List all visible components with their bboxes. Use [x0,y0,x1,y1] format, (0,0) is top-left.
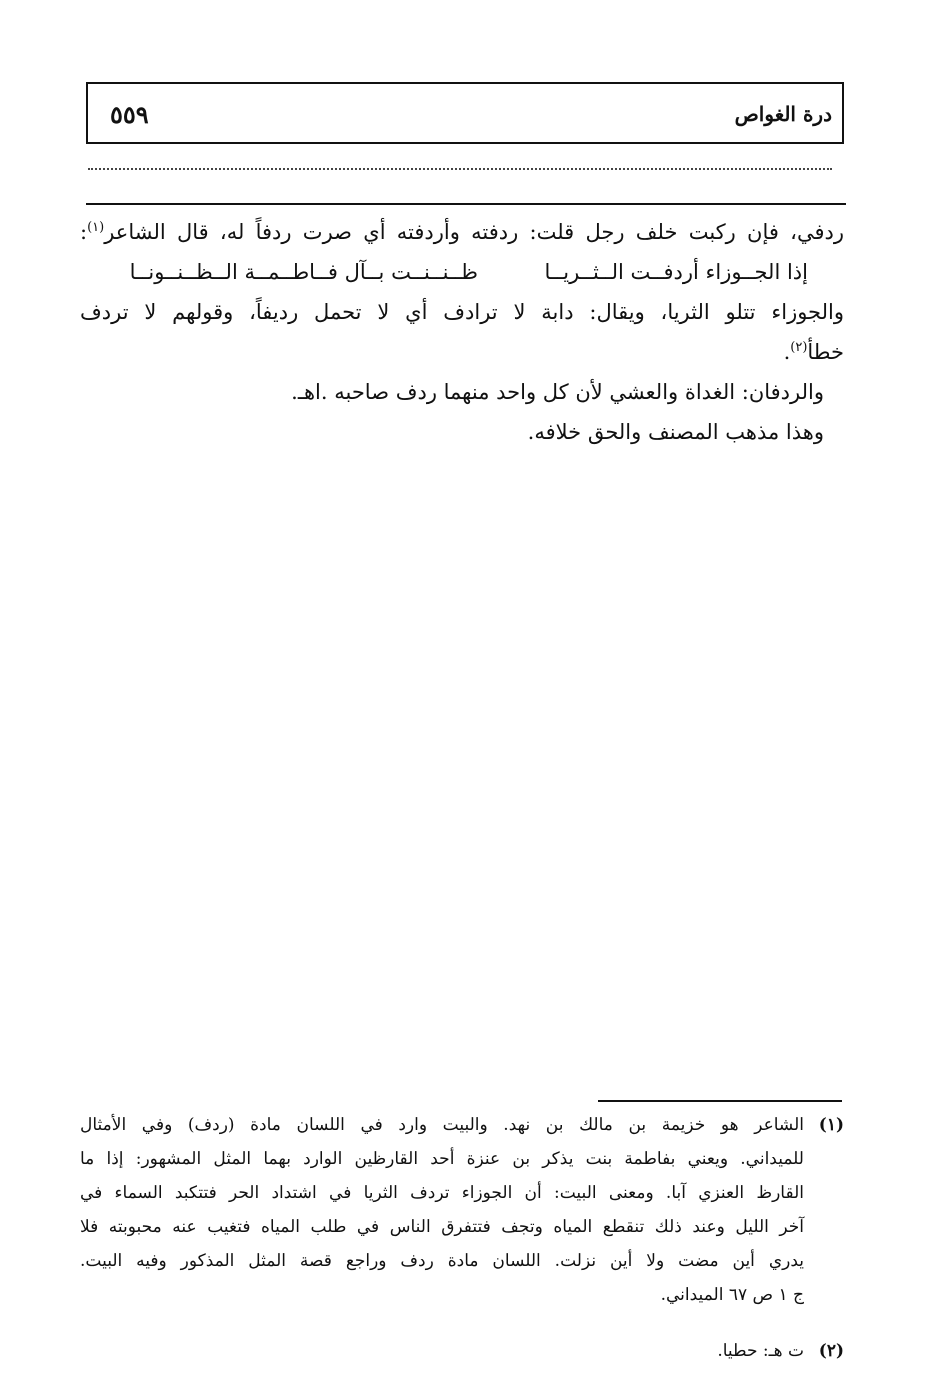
text-line [80,412,844,452]
footnote-body [80,1334,804,1368]
line-text: ردفي، فإن ركبت خلف رجل قلت: ردفته وأردفته أي صرت ردفاً له، قال الشاعر [104,220,844,244]
line-punct: . [783,340,791,364]
running-header [86,82,844,144]
poem-verse [80,252,844,292]
header-divider [86,203,846,205]
footnote-ref[interactable]: (١) [87,220,105,235]
footnotes [80,1108,844,1368]
footnote-line: آخر الليل وعند ذلك تنقطع المياه وتجف فتتفرق الناس في طلب المياه فتغيب عنه محبوبته فلا [80,1217,804,1237]
footnote-line: ت هـ: حطيا. [717,1341,804,1361]
footnote-ref[interactable]: (٢) [790,340,808,355]
footnote-line: للميداني. ويعني بفاطمة بنت يذكر بن عنزة أحد القارظين الوارد بهما المثل المشهور: إذا ما [80,1149,804,1169]
verse-first-hemistich: إذا الجــوزاء أردفــت الــثــريــا [544,260,808,284]
footnote-divider [598,1100,842,1102]
verse-second-hemistich: ظــنــنــت بــآل فــاطــمــة الــظــنــونــا [129,260,478,284]
footnote-2 [80,1334,844,1368]
footnote-line: ج ١ ص ٦٧ الميداني. [660,1285,804,1305]
line-text: والجوزاء تتلو الثريا، ويقال: دابة لا ترادف أي لا تحمل رديفاً، وقولهم لا تردف [80,300,844,324]
page-number: ٥٥٩ [110,100,149,129]
line-text: وهذا مذهب المصنف والحق خلافه. [527,420,824,444]
line-punct: : [80,220,88,244]
footnote-body [80,1108,804,1312]
text-line [80,372,844,412]
line-text: والردفان: الغداة والعشي لأن كل واحد منهما ردف صاحبه .اهـ. [291,380,824,404]
footnote-line: القارظ العنزي آبا. ومعنى البيت: أن الجوزاء تردف الثريا في اشتداد الحر فتتكبد السماء في [80,1183,804,1203]
main-text [80,212,844,452]
book-title: درة الغواص [734,102,832,126]
dotted-divider [88,168,832,170]
footnote-line: الشاعر هو خزيمة بن مالك بن نهد. والبيت وارد في اللسان مادة (ردف) وفي الأمثال [80,1115,804,1135]
text-line [80,332,844,372]
footnote-1 [80,1108,844,1312]
footnote-number: (١) [818,1115,844,1135]
text-line [80,212,844,252]
line-text: خطأ [807,340,844,364]
text-line [80,292,844,332]
footnote-number: (٢) [818,1341,844,1361]
footnote-line: يدري أين مضت ولا أين نزلت. اللسان مادة ردف وراجع قصة المثل المذكور وفيه البيت. [80,1251,804,1271]
